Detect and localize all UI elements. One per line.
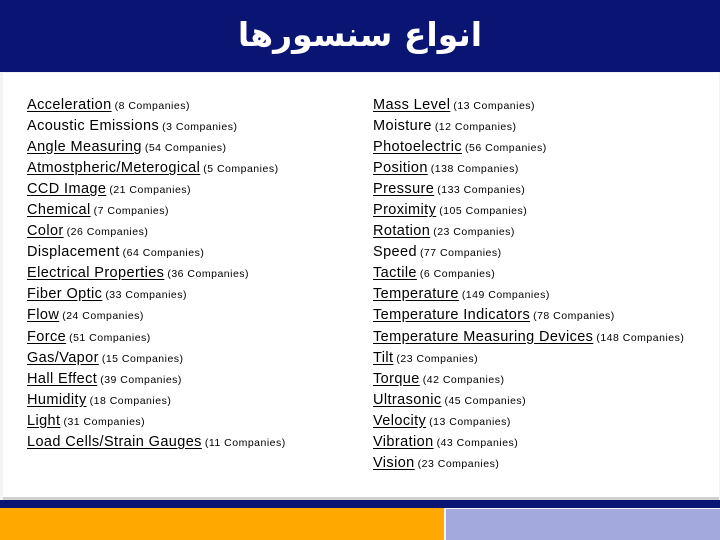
sensor-type-link[interactable]: Chemical xyxy=(27,202,91,219)
company-count: (149 Companies) xyxy=(461,289,550,302)
slide-title: انواع سنسورها xyxy=(237,14,483,54)
footer-blue-block xyxy=(446,509,720,540)
company-count: (21 Companies) xyxy=(109,184,192,197)
sensor-type-link[interactable]: Tilt xyxy=(373,349,394,366)
company-count: (15 Companies) xyxy=(101,352,184,365)
sensor-item[interactable] xyxy=(373,136,684,157)
sensor-type-link[interactable]: Photoelectric xyxy=(373,139,463,156)
sensor-item[interactable] xyxy=(27,368,286,389)
company-count: (13 Companies) xyxy=(453,100,536,112)
sensor-item[interactable] xyxy=(27,431,286,452)
sensor-item[interactable] xyxy=(373,326,684,347)
company-count: (7 Companies) xyxy=(93,205,170,218)
sensor-type-link[interactable]: Torque xyxy=(373,370,420,387)
company-count: (39 Companies) xyxy=(100,373,182,386)
sensor-item[interactable] xyxy=(27,157,286,178)
sensor-type-link[interactable]: CCD Image xyxy=(27,181,107,198)
sensor-type-label: Speed xyxy=(373,244,417,261)
company-count: (24 Companies) xyxy=(62,310,144,323)
sensor-item[interactable] xyxy=(27,283,286,304)
company-count: (64 Companies) xyxy=(122,247,205,260)
sensor-item[interactable] xyxy=(373,431,684,452)
sensor-type-link[interactable]: Flow xyxy=(27,307,60,324)
sensor-type-link[interactable]: Vision xyxy=(373,454,415,471)
sensor-list-right xyxy=(373,94,684,473)
company-count: (105 Companies) xyxy=(439,205,528,218)
company-count: (78 Companies) xyxy=(533,310,615,323)
sensor-type-link[interactable]: Rotation xyxy=(373,223,431,240)
sensor-item[interactable] xyxy=(373,220,684,241)
title-bar xyxy=(0,0,720,72)
company-count: (23 Companies) xyxy=(433,226,515,239)
sensor-type-link[interactable]: Temperature Indicators xyxy=(373,307,531,324)
sensor-item[interactable] xyxy=(373,410,684,431)
sensor-item[interactable] xyxy=(27,410,286,431)
sensor-type-link[interactable]: Vibration xyxy=(373,433,434,450)
sensor-type-link[interactable]: Load Cells/Strain Gauges xyxy=(27,433,202,450)
sensor-item[interactable] xyxy=(373,368,684,389)
company-count: (51 Companies) xyxy=(69,331,151,344)
company-count: (6 Companies) xyxy=(419,268,496,281)
sensor-item[interactable] xyxy=(27,347,286,368)
company-count: (23 Companies) xyxy=(396,352,479,365)
company-count: (56 Companies) xyxy=(465,142,547,155)
sensor-item[interactable] xyxy=(373,157,684,178)
company-count: (18 Companies) xyxy=(89,394,172,407)
sensor-item[interactable] xyxy=(373,389,684,410)
sensor-type-label: Acoustic Emissions xyxy=(27,118,160,135)
company-count: (42 Companies) xyxy=(422,373,505,386)
company-count: (8 Companies) xyxy=(114,100,190,112)
sensor-type-link[interactable]: Fiber Optic xyxy=(27,286,103,303)
sensor-type-label: Moisture xyxy=(373,118,432,135)
company-count: (43 Companies) xyxy=(436,436,519,449)
sensor-type-link[interactable]: Ultrasonic xyxy=(373,391,442,408)
sensor-item[interactable] xyxy=(27,389,286,410)
sensor-item[interactable] xyxy=(27,220,286,241)
sensor-type-link[interactable]: Proximity xyxy=(373,202,437,219)
sensor-type-link[interactable]: Force xyxy=(27,328,67,345)
sensor-item xyxy=(373,241,684,262)
company-count: (36 Companies) xyxy=(167,268,250,281)
company-count: (13 Companies) xyxy=(429,415,511,428)
sensor-item[interactable] xyxy=(27,304,286,325)
company-count: (133 Companies) xyxy=(437,184,526,197)
sensor-type-link[interactable]: Tactile xyxy=(373,265,417,282)
sensor-type-link[interactable]: Hall Effect xyxy=(27,370,98,387)
sensor-item xyxy=(27,115,286,136)
company-count: (138 Companies) xyxy=(430,163,519,176)
sensor-item[interactable] xyxy=(27,262,286,283)
sensor-type-link[interactable]: Gas/Vapor xyxy=(27,349,99,366)
sensor-type-link[interactable]: Acceleration xyxy=(27,97,112,113)
sensor-type-link[interactable]: Humidity xyxy=(27,391,87,408)
company-count: (23 Companies) xyxy=(417,457,500,470)
sensor-type-label: Displacement xyxy=(27,244,120,261)
sensor-item[interactable] xyxy=(27,326,286,347)
sensor-type-link[interactable]: Temperature xyxy=(373,286,459,303)
sensor-type-link[interactable]: Electrical Properties xyxy=(27,265,165,282)
sensor-item[interactable] xyxy=(373,178,684,199)
sensor-item[interactable] xyxy=(27,178,286,199)
company-count: (3 Companies) xyxy=(162,121,238,134)
sensor-type-link[interactable]: Pressure xyxy=(373,181,435,198)
sensor-type-link[interactable]: Angle Measuring xyxy=(27,139,142,156)
company-count: (33 Companies) xyxy=(105,289,188,302)
company-count: (54 Companies) xyxy=(144,142,227,155)
sensor-item[interactable] xyxy=(373,262,684,283)
sensor-type-link[interactable]: Light xyxy=(27,412,61,429)
company-count: (12 Companies) xyxy=(434,121,517,134)
sensor-type-link[interactable]: Mass Level xyxy=(373,97,451,113)
company-count: (31 Companies) xyxy=(63,415,146,428)
company-count: (11 Companies) xyxy=(204,436,286,449)
company-count: (45 Companies) xyxy=(444,394,527,407)
sensor-type-link[interactable]: Color xyxy=(27,223,64,240)
sensor-item xyxy=(27,241,286,262)
sensor-item[interactable] xyxy=(373,199,684,220)
bottom-divider-bar xyxy=(0,500,720,508)
sensor-item[interactable] xyxy=(373,304,684,325)
company-count: (148 Companies) xyxy=(596,331,685,344)
sensor-item xyxy=(373,115,684,136)
sensor-list-left xyxy=(27,94,286,452)
company-count: (26 Companies) xyxy=(66,226,149,239)
company-count: (5 Companies) xyxy=(203,163,279,176)
sensor-type-link[interactable]: Temperature Measuring Devices xyxy=(373,328,594,345)
sensor-type-link[interactable]: Atmostpheric/Meterogical xyxy=(27,160,201,177)
company-count: (77 Companies) xyxy=(419,247,502,260)
sensor-item[interactable] xyxy=(373,94,684,115)
sensor-item[interactable] xyxy=(27,199,286,220)
sensor-item[interactable] xyxy=(373,347,684,368)
sensor-item[interactable] xyxy=(27,94,286,115)
sensor-item[interactable] xyxy=(373,283,684,304)
sensor-item[interactable] xyxy=(373,452,684,473)
sensor-type-link[interactable]: Velocity xyxy=(373,412,427,429)
sensor-item[interactable] xyxy=(27,136,286,157)
footer-orange-block xyxy=(0,508,444,540)
sensor-type-link[interactable]: Position xyxy=(373,160,428,177)
